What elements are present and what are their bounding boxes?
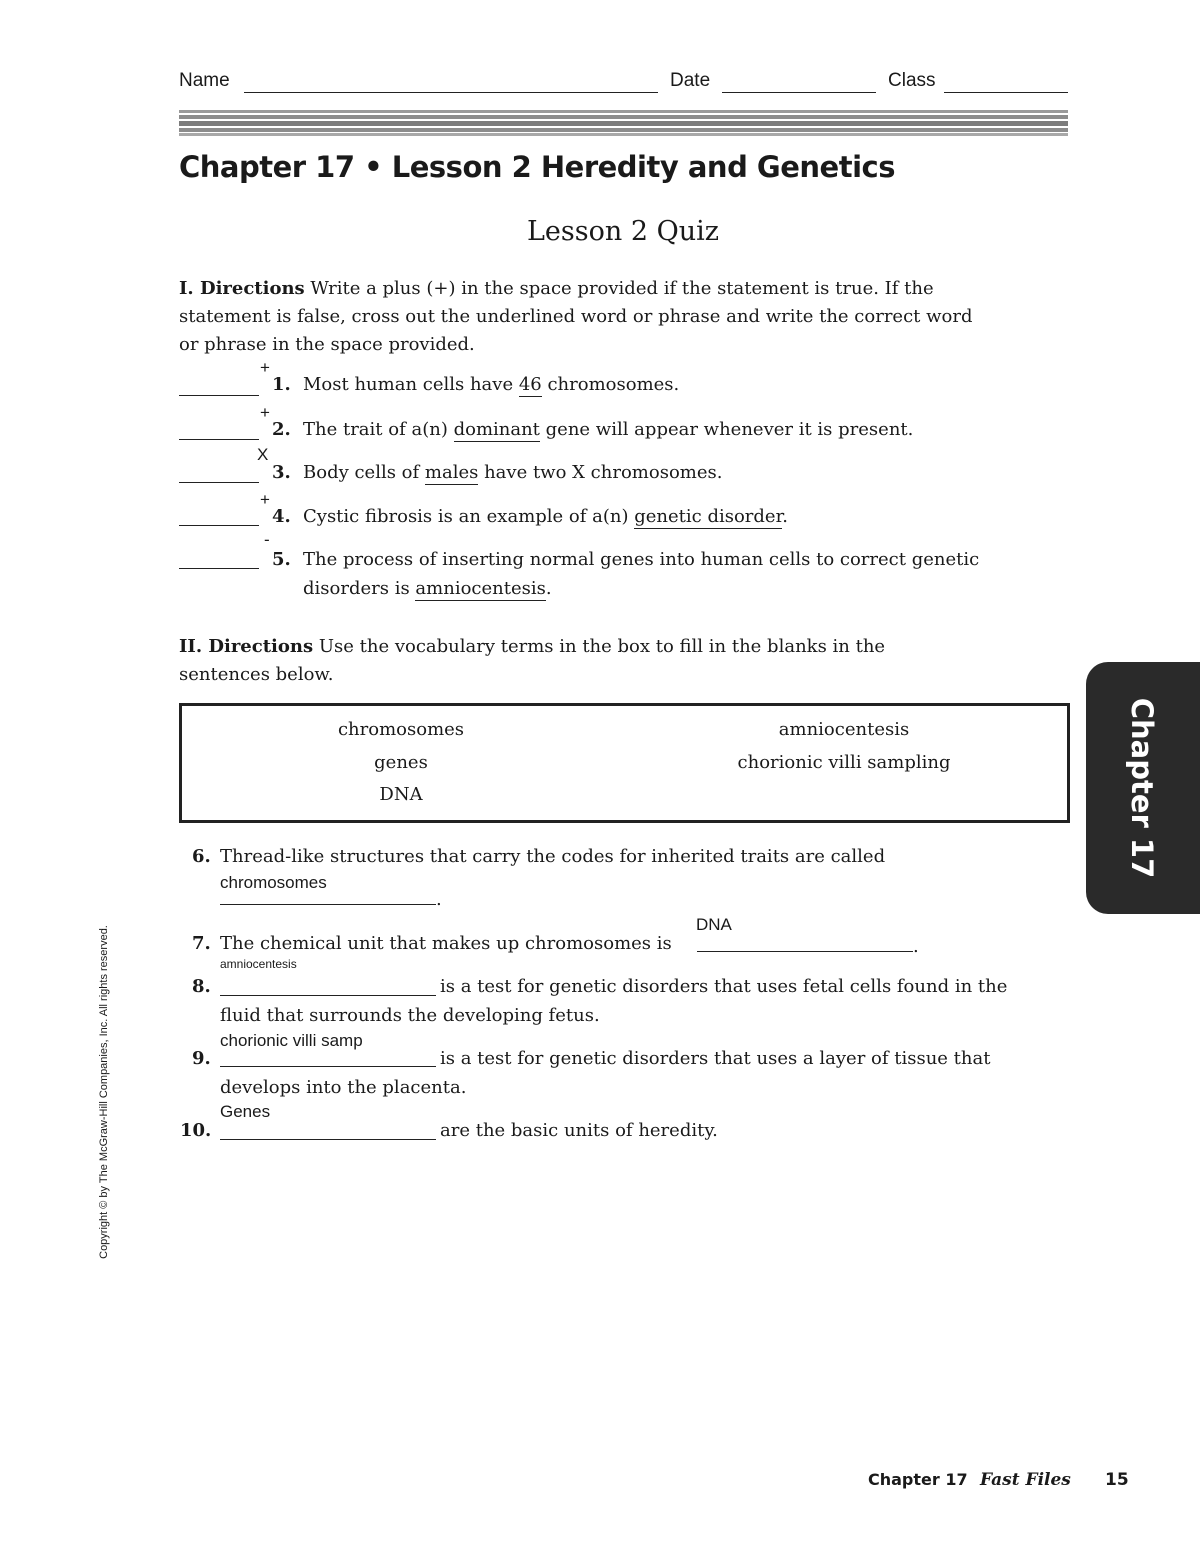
item-text-5a: The process of inserting normal genes into human cells to correct genetic: [303, 549, 980, 570]
item-text-1b: chromosomes.: [541, 374, 680, 395]
answer-8: amniocentesis: [220, 957, 297, 971]
answer-9: chorionic villi samp: [220, 1031, 363, 1050]
copyright-notice: Copyright © by The McGraw-Hill Companies, Inc. All rights reserved.: [98, 925, 110, 1259]
item-text-9b: develops into the placenta.: [220, 1077, 467, 1098]
answer-blank-10[interactable]: [220, 1139, 436, 1140]
part1-directions: [179, 275, 979, 359]
item-text-5c: .: [545, 578, 552, 599]
item-text-1a: Most human cells have: [303, 374, 519, 395]
part2-text: Use the vocabulary terms in the box to fill in the blanks in the sentences below.: [179, 636, 886, 685]
period-6: .: [436, 889, 442, 910]
item-text-8b: fluid that surrounds the developing fetus.: [220, 1005, 600, 1026]
answer-7: DNA: [696, 915, 732, 934]
answer-blank-9[interactable]: [220, 1066, 436, 1067]
quiz-title: Lesson 2 Quiz: [527, 216, 719, 247]
answer-blank-3[interactable]: [179, 482, 259, 483]
item-text-3a: Body cells of: [303, 462, 425, 483]
answer-6: chromosomes: [220, 873, 327, 892]
underlined-term-1: 46: [518, 374, 542, 395]
item-number-2: 2.: [272, 419, 291, 440]
class-field[interactable]: [944, 92, 1068, 93]
answer-2: +: [260, 403, 270, 422]
item-text-8: is a test for genetic disorders that uses fetal cells found in the: [440, 976, 1008, 997]
term-genes: genes: [374, 752, 428, 773]
name-label: Name: [179, 70, 230, 91]
item-number-3: 3.: [272, 462, 291, 483]
name-field[interactable]: [244, 92, 658, 93]
footer-book: Fast Files: [980, 1470, 1071, 1490]
item-number-8: 8.: [192, 976, 211, 997]
underlined-term-5: amniocentesis: [415, 578, 546, 599]
class-label: Class: [888, 70, 936, 91]
part2-heading: II. Directions: [179, 636, 314, 657]
item-text-4b: .: [782, 506, 788, 527]
date-field[interactable]: [722, 92, 876, 93]
item-number-9: 9.: [192, 1048, 211, 1069]
header-divider-bars: [179, 110, 1068, 136]
answer-1: +: [260, 358, 270, 377]
underlined-term-2: dominant: [453, 419, 540, 440]
answer-blank-4[interactable]: [179, 525, 259, 526]
item-number-1: 1.: [272, 374, 291, 395]
footer-chapter: Chapter 17: [868, 1470, 968, 1489]
part1-heading: I. Directions: [179, 278, 305, 299]
answer-3: X: [257, 445, 269, 464]
answer-4: +: [260, 490, 270, 509]
item-text-10: are the basic units of heredity.: [440, 1120, 718, 1141]
item-text-9: is a test for genetic disorders that uses a layer of tissue that: [440, 1048, 991, 1069]
item-number-4: 4.: [272, 506, 291, 527]
answer-blank-5[interactable]: [179, 568, 259, 569]
item-number-5: 5.: [272, 549, 291, 570]
item-number-7: 7.: [192, 933, 211, 954]
item-text-4a: Cystic fibrosis is an example of a(n): [303, 506, 635, 527]
answer-5: -: [264, 530, 270, 549]
answer-blank-1[interactable]: [179, 395, 259, 396]
item-text-5b: disorders is: [303, 578, 416, 599]
term-dna: DNA: [379, 784, 423, 805]
item-number-10: 10.: [180, 1120, 212, 1141]
part1-text: Write a plus (+) in the space provided if the statement is true. If the statement is false, cross out the underlined word or phrase and write the correct word or phrase in the space provided.: [179, 278, 973, 355]
answer-blank-8[interactable]: [220, 995, 436, 996]
item-text-2a: The trait of a(n): [303, 419, 454, 440]
period-7: .: [913, 936, 919, 957]
answer-blank-6[interactable]: [220, 904, 436, 905]
underlined-term-4: genetic disorder: [634, 506, 783, 527]
term-chromosomes: chromosomes: [337, 719, 465, 740]
item-text-2b: gene will appear whenever it is present.: [539, 419, 914, 440]
answer-blank-7[interactable]: [697, 951, 913, 952]
page-title: Chapter 17 • Lesson 2 Heredity and Genetics: [179, 150, 895, 184]
item-text-7: The chemical unit that makes up chromosomes is: [220, 933, 672, 954]
answer-blank-2[interactable]: [179, 439, 259, 440]
date-label: Date: [670, 70, 711, 91]
term-chorionic-villi-sampling: chorionic villi sampling: [737, 752, 951, 773]
answer-10: Genes: [220, 1102, 271, 1121]
chapter-side-tab-label: Chapter 17: [1125, 697, 1159, 879]
item-number-6: 6.: [192, 846, 211, 867]
underlined-term-3: males: [424, 462, 479, 483]
part2-directions: [179, 633, 939, 689]
item-text-3b: have two X chromosomes.: [478, 462, 723, 483]
term-amniocentesis: amniocentesis: [778, 719, 910, 740]
item-text-6: Thread-like structures that carry the codes for inherited traits are called: [220, 846, 886, 867]
footer-page-number: 15: [1105, 1470, 1129, 1490]
